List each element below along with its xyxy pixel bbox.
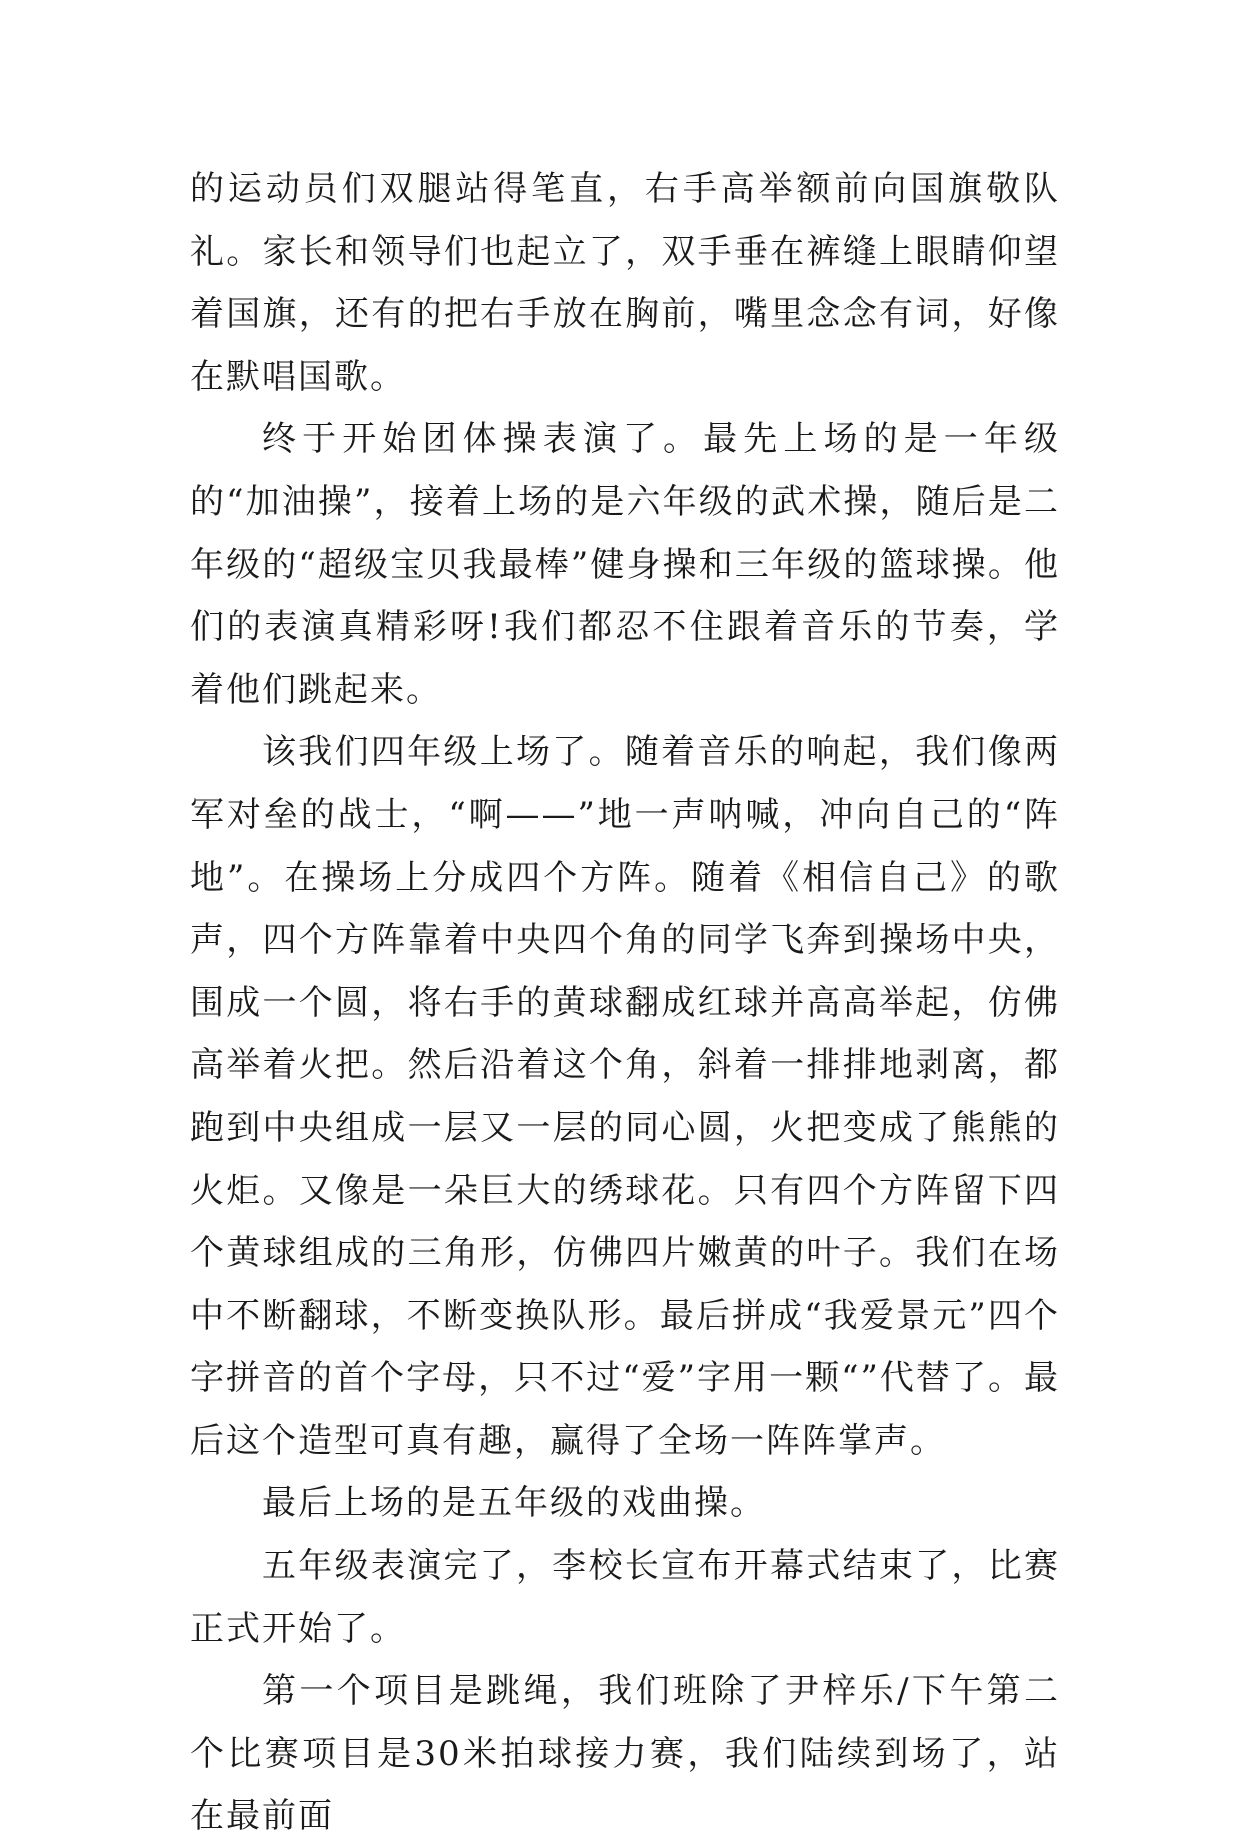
paragraph-2: 终于开始团体操表演了。最先上场的是一年级的“加油操”，接着上场的是六年级的武术操，随后是二年级的“超级宝贝我最棒”健身操和三年级的篮球操。他们的表演真精彩呀!我们都忍不住跟着音乐的节奏，学着他们跳起来。 — [190, 419, 1060, 710]
body-text — [190, 158, 1060, 1848]
paragraph-5: 五年级表演完了，李校长宣布开幕式结束了，比赛正式开始了。 — [190, 1546, 1060, 1649]
paragraph-3: 该我们四年级上场了。随着音乐的响起，我们像两军对垒的战士，“啊——”地一声呐喊，冲向自己的“阵地”。在操场上分成四个方阵。随着《相信自己》的歌声，四个方阵靠着中央四个角的同学飞奔到操场中央，围成一个圆，将右手的黄球翻成红球并高高举起，仿佛高举着火把。然后沿着这个角，斜着一排排地剥离，都跑到中央组成一层又一层的同心圆，火把变成了熊熊的火炬。又像是一朵巨大的绣球花。只有四个方阵留下四个黄球组成的三角形，仿佛四片嫩黄的叶子。我们在场中不断翻球，不断变换队形。最后拼成“我爱景元”四个字拼音的首个字母，只不过“爱”字用一颗“”代替了。最后这个造型可真有趣，赢得了全场一阵阵掌声。 — [190, 732, 1060, 1461]
paragraph-6: 第一个项目是跳绳，我们班除了尹梓乐/下午第二个比赛项目是30米拍球接力赛，我们陆续到场了，站在最前面 — [190, 1671, 1060, 1837]
paragraph-4: 最后上场的是五年级的戏曲操。 — [262, 1483, 766, 1524]
paragraph-1: 的运动员们双腿站得笔直，右手高举额前向国旗敬队礼。家长和领导们也起立了，双手垂在裤缝上眼睛仰望着国旗，还有的把右手放在胸前，嘴里念念有词，好像在默唱国歌。 — [190, 169, 1060, 397]
